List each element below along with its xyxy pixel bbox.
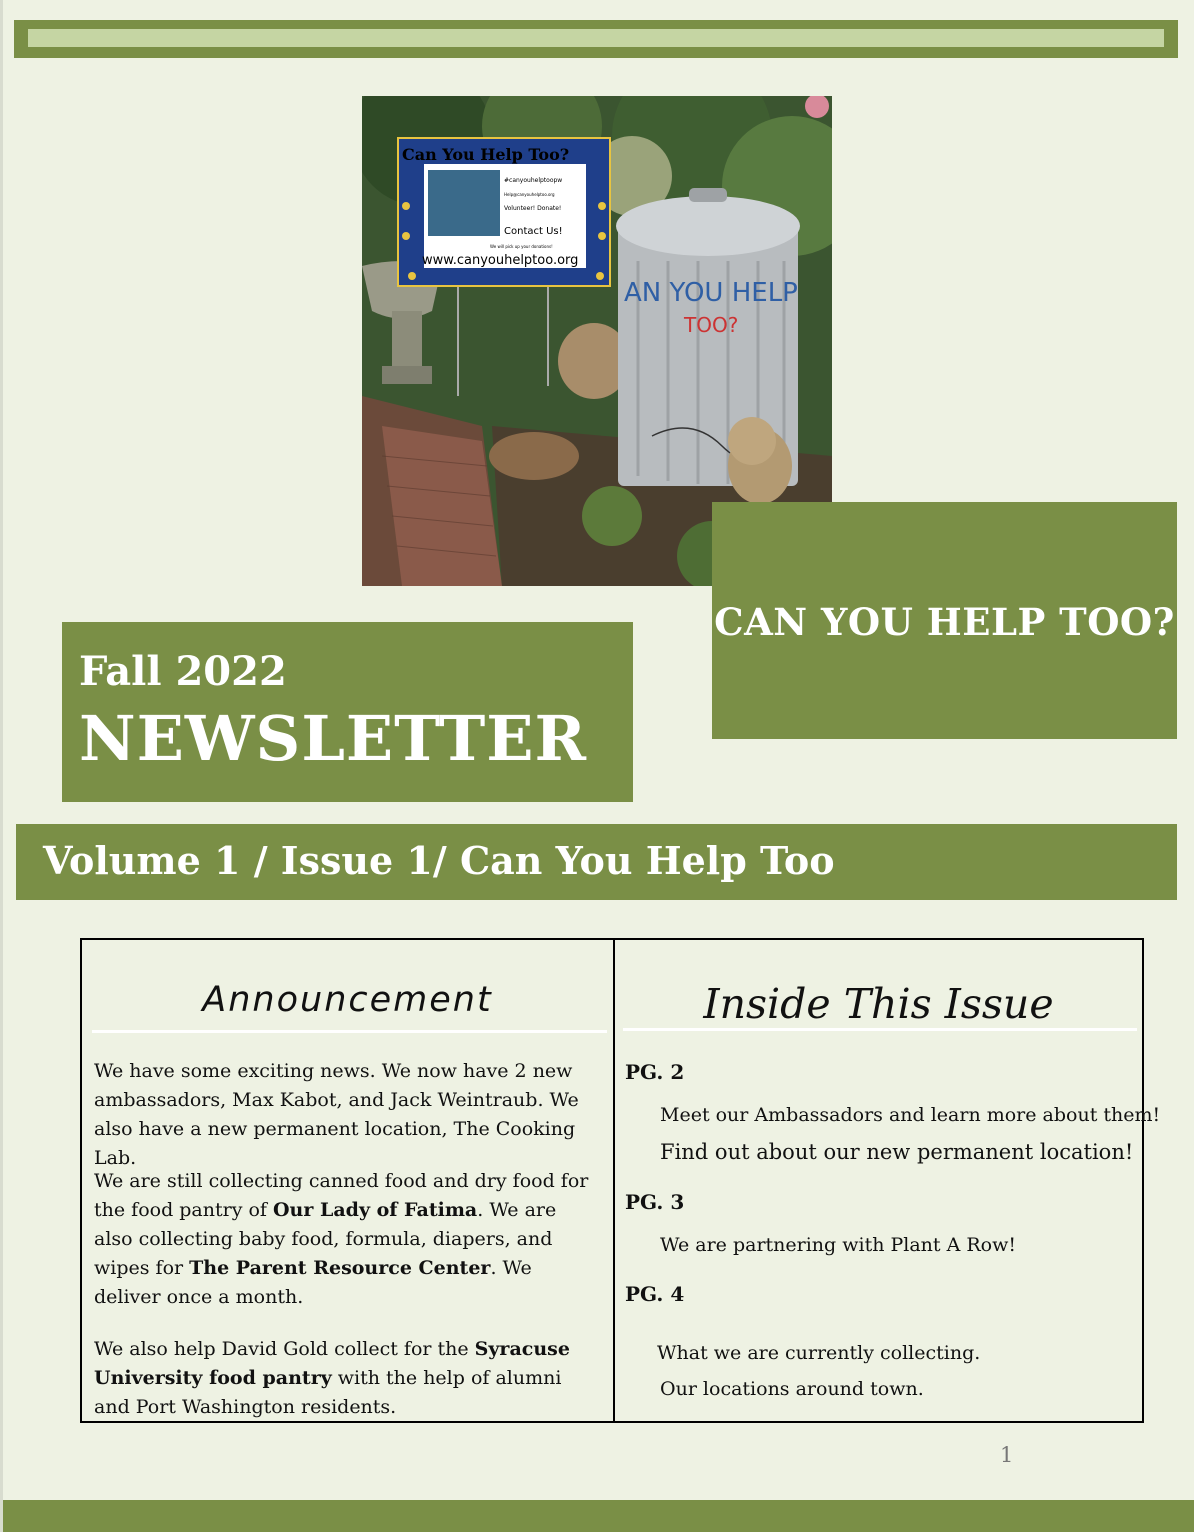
can-text-2: TOO? [684,313,739,337]
top-bar-inner-stripe [28,29,1164,47]
season-label: Fall 2022 [79,648,287,695]
sign-contact: Contact Us! [504,226,563,237]
page-edge [0,0,3,1532]
pg3-item-1: We are partnering with Plant A Row! [660,1234,1016,1256]
newsletter-label: NEWSLETTER [79,702,588,775]
sign-url: www.canyouhelptoo.org [422,253,579,268]
org-name-syracuse: Syracuse University food pantry [94,1338,570,1389]
volume-bar [16,824,1177,900]
pg4-item-2: Our locations around town. [660,1378,924,1400]
inside-issue-column [615,940,1161,1421]
inside-issue-rule [623,1028,1137,1031]
announcement-paragraph-1: We have some exciting news. We now have 2 new ambassadors, Max Kabot, and Jack Weintraub. We also have a new permanent location, The Cooking Lab. [94,1060,579,1169]
issue-box [62,622,633,802]
org-name-parent-center: The Parent Resource Center [189,1257,491,1279]
sign-volunteer: Volunteer! Donate! [504,205,562,212]
sign-pickup: We will pick up your donations! [490,244,553,249]
sign-heading: Can You Help Too? [402,145,570,164]
top-decorative-bar [14,20,1178,58]
cover-title-box [712,502,1177,739]
sign-hashtag: #canyouhelptoopw [504,177,563,184]
bottom-decorative-bar [3,1500,1194,1532]
pg4-label: PG. 4 [625,1282,685,1306]
can-text-1: AN YOU HELP [624,278,798,308]
announcement-paragraph-3: We also help David Gold collect for the Syracuse University food pantry with the help of alumni and Port Washington residents. [94,1338,570,1418]
pg4-item-1: What we are currently collecting. [657,1342,981,1364]
pg2-item-2: Find out about our new permanent location! [660,1140,1134,1164]
announcement-heading: Announcement [202,980,493,1020]
inside-issue-heading: Inside This Issue [703,980,1054,1028]
pg2-label: PG. 2 [625,1060,685,1084]
announcement-column [82,940,613,1421]
volume-line: Volume 1 / Issue 1/ Can You Help Too [43,838,835,883]
sign-email: Help@canyouhelptoo.org [504,192,555,197]
pg3-label: PG. 3 [625,1190,685,1214]
announcement-paragraph-2: We are still collecting canned food and dry food for the food pantry of Our Lady of Fatima. We are also collecting baby food, formula, diapers, and wipes for The Parent Resource Center. We deliver once a month. [94,1170,589,1308]
page-number: 1 [1000,1443,1014,1467]
cover-title: CAN YOU HELP TOO? [714,600,1175,644]
announcement-rule [92,1030,607,1033]
pg2-item-1: Meet our Ambassadors and learn more about them! [660,1104,1161,1126]
org-name-fatima: Our Lady of Fatima [273,1199,478,1221]
content-table [80,938,1161,1423]
